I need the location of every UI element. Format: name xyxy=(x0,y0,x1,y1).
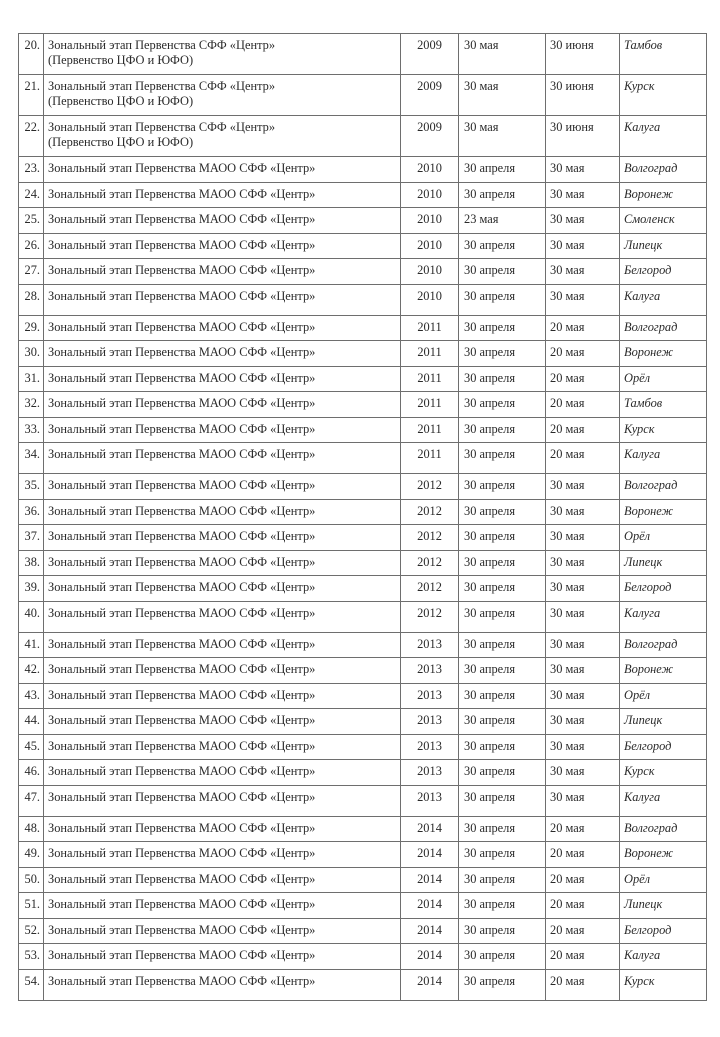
event-name: Зональный этап Первенства СФФ «Центр» xyxy=(48,120,276,134)
event-year: 2011 xyxy=(401,366,459,392)
document-page xyxy=(18,33,706,1001)
table-row xyxy=(19,392,707,418)
event-name: Зональный этап Первенства МАОО СФФ «Центр» xyxy=(44,893,401,919)
event-year: 2009 xyxy=(401,34,459,75)
event-year: 2010 xyxy=(401,233,459,259)
event-name: Зональный этап Первенства МАОО СФФ «Центр» xyxy=(44,366,401,392)
end-date: 30 июня xyxy=(546,34,620,75)
event-year: 2013 xyxy=(401,734,459,760)
event-year: 2009 xyxy=(401,75,459,116)
event-city: Калуга xyxy=(620,785,707,816)
start-date: 30 апреля xyxy=(459,284,546,315)
event-city: Воронеж xyxy=(620,658,707,684)
event-city: Курск xyxy=(620,417,707,443)
event-year: 2011 xyxy=(401,392,459,418)
end-date: 30 июня xyxy=(546,116,620,157)
start-date: 30 апреля xyxy=(459,576,546,602)
table-row xyxy=(19,233,707,259)
table-row xyxy=(19,417,707,443)
end-date: 20 мая xyxy=(546,969,620,1000)
end-date: 30 мая xyxy=(546,182,620,208)
event-city: Липецк xyxy=(620,550,707,576)
table-row xyxy=(19,601,707,632)
start-date: 30 апреля xyxy=(459,233,546,259)
event-city: Калуга xyxy=(620,601,707,632)
event-city: Воронеж xyxy=(620,341,707,367)
start-date: 23 мая xyxy=(459,208,546,234)
row-number: 52. xyxy=(19,918,44,944)
start-date: 30 апреля xyxy=(459,550,546,576)
event-name: Зональный этап Первенства МАОО СФФ «Центр» xyxy=(44,760,401,786)
event-city: Волгоград xyxy=(620,474,707,500)
row-number: 36. xyxy=(19,499,44,525)
event-name: Зональный этап Первенства СФФ «Центр» xyxy=(48,79,276,93)
start-date: 30 апреля xyxy=(459,734,546,760)
event-city: Калуга xyxy=(620,443,707,474)
event-year: 2010 xyxy=(401,182,459,208)
start-date: 30 мая xyxy=(459,116,546,157)
start-date: 30 апреля xyxy=(459,259,546,285)
table-row xyxy=(19,366,707,392)
event-city: Калуга xyxy=(620,944,707,970)
event-name-cell xyxy=(44,75,401,116)
event-city: Курск xyxy=(620,969,707,1000)
end-date: 30 мая xyxy=(546,576,620,602)
table-row xyxy=(19,116,707,157)
end-date: 20 мая xyxy=(546,816,620,842)
event-name: Зональный этап Первенства МАОО СФФ «Центр» xyxy=(44,443,401,474)
table-row xyxy=(19,576,707,602)
event-name: Зональный этап Первенства МАОО СФФ «Центр» xyxy=(44,842,401,868)
table-body xyxy=(19,34,707,1001)
row-number: 38. xyxy=(19,550,44,576)
start-date: 30 апреля xyxy=(459,683,546,709)
event-city: Орёл xyxy=(620,867,707,893)
start-date: 30 апреля xyxy=(459,816,546,842)
event-city: Калуга xyxy=(620,116,707,157)
row-number: 33. xyxy=(19,417,44,443)
row-number: 43. xyxy=(19,683,44,709)
event-city: Воронеж xyxy=(620,499,707,525)
start-date: 30 апреля xyxy=(459,182,546,208)
event-name: Зональный этап Первенства МАОО СФФ «Центр» xyxy=(44,341,401,367)
row-number: 21. xyxy=(19,75,44,116)
event-name: Зональный этап Первенства МАОО СФФ «Центр» xyxy=(44,969,401,1000)
event-name: Зональный этап Первенства МАОО СФФ «Центр» xyxy=(44,182,401,208)
row-number: 37. xyxy=(19,525,44,551)
event-year: 2014 xyxy=(401,918,459,944)
end-date: 30 мая xyxy=(546,474,620,500)
event-name: Зональный этап Первенства МАОО СФФ «Центр» xyxy=(44,157,401,183)
start-date: 30 апреля xyxy=(459,893,546,919)
event-name-cell xyxy=(44,34,401,75)
end-date: 30 мая xyxy=(546,208,620,234)
row-number: 29. xyxy=(19,315,44,341)
start-date: 30 апреля xyxy=(459,760,546,786)
event-city: Волгоград xyxy=(620,632,707,658)
table-row xyxy=(19,658,707,684)
event-name: Зональный этап Первенства МАОО СФФ «Центр» xyxy=(44,474,401,500)
event-year: 2010 xyxy=(401,284,459,315)
event-year: 2012 xyxy=(401,499,459,525)
start-date: 30 апреля xyxy=(459,341,546,367)
table-row xyxy=(19,816,707,842)
row-number: 24. xyxy=(19,182,44,208)
table-row xyxy=(19,944,707,970)
event-name: Зональный этап Первенства МАОО СФФ «Центр» xyxy=(44,315,401,341)
event-city: Орёл xyxy=(620,683,707,709)
event-year: 2010 xyxy=(401,208,459,234)
event-city: Липецк xyxy=(620,893,707,919)
event-year: 2014 xyxy=(401,893,459,919)
row-number: 25. xyxy=(19,208,44,234)
table-row xyxy=(19,499,707,525)
event-year: 2014 xyxy=(401,816,459,842)
table-row xyxy=(19,341,707,367)
event-year: 2011 xyxy=(401,341,459,367)
end-date: 30 мая xyxy=(546,683,620,709)
event-city: Курск xyxy=(620,75,707,116)
event-name-subtitle: (Первенство ЦФО и ЮФО) xyxy=(48,53,194,67)
row-number: 34. xyxy=(19,443,44,474)
event-city: Липецк xyxy=(620,233,707,259)
table-row xyxy=(19,315,707,341)
start-date: 30 апреля xyxy=(459,474,546,500)
start-date: 30 апреля xyxy=(459,918,546,944)
event-name: Зональный этап Первенства МАОО СФФ «Центр» xyxy=(44,525,401,551)
event-year: 2014 xyxy=(401,969,459,1000)
end-date: 30 мая xyxy=(546,658,620,684)
row-number: 22. xyxy=(19,116,44,157)
table-row xyxy=(19,867,707,893)
start-date: 30 мая xyxy=(459,34,546,75)
event-year: 2013 xyxy=(401,785,459,816)
end-date: 30 июня xyxy=(546,75,620,116)
row-number: 32. xyxy=(19,392,44,418)
event-year: 2012 xyxy=(401,474,459,500)
row-number: 50. xyxy=(19,867,44,893)
table-row xyxy=(19,893,707,919)
event-year: 2012 xyxy=(401,576,459,602)
event-city: Курск xyxy=(620,760,707,786)
event-year: 2012 xyxy=(401,525,459,551)
event-city: Воронеж xyxy=(620,842,707,868)
end-date: 30 мая xyxy=(546,233,620,259)
table-row xyxy=(19,969,707,1000)
event-city: Воронеж xyxy=(620,182,707,208)
row-number: 27. xyxy=(19,259,44,285)
row-number: 39. xyxy=(19,576,44,602)
table-row xyxy=(19,157,707,183)
event-city: Белгород xyxy=(620,576,707,602)
end-date: 20 мая xyxy=(546,867,620,893)
event-name: Зональный этап Первенства МАОО СФФ «Центр» xyxy=(44,259,401,285)
table-row xyxy=(19,785,707,816)
end-date: 20 мая xyxy=(546,392,620,418)
table-row xyxy=(19,284,707,315)
end-date: 20 мая xyxy=(546,366,620,392)
start-date: 30 апреля xyxy=(459,392,546,418)
event-city: Белгород xyxy=(620,734,707,760)
event-name: Зональный этап Первенства МАОО СФФ «Центр» xyxy=(44,576,401,602)
event-year: 2013 xyxy=(401,632,459,658)
event-name: Зональный этап Первенства МАОО СФФ «Центр» xyxy=(44,734,401,760)
start-date: 30 апреля xyxy=(459,601,546,632)
end-date: 30 мая xyxy=(546,760,620,786)
event-year: 2013 xyxy=(401,658,459,684)
event-year: 2012 xyxy=(401,601,459,632)
event-year: 2011 xyxy=(401,417,459,443)
event-name: Зональный этап Первенства МАОО СФФ «Центр» xyxy=(44,417,401,443)
end-date: 30 мая xyxy=(546,550,620,576)
end-date: 20 мая xyxy=(546,893,620,919)
start-date: 30 апреля xyxy=(459,867,546,893)
event-year: 2012 xyxy=(401,550,459,576)
row-number: 47. xyxy=(19,785,44,816)
event-year: 2011 xyxy=(401,315,459,341)
start-date: 30 апреля xyxy=(459,417,546,443)
end-date: 30 мая xyxy=(546,259,620,285)
row-number: 49. xyxy=(19,842,44,868)
event-year: 2014 xyxy=(401,867,459,893)
start-date: 30 апреля xyxy=(459,658,546,684)
start-date: 30 апреля xyxy=(459,157,546,183)
event-name: Зональный этап Первенства МАОО СФФ «Центр» xyxy=(44,709,401,735)
row-number: 30. xyxy=(19,341,44,367)
row-number: 46. xyxy=(19,760,44,786)
table-row xyxy=(19,550,707,576)
event-name: Зональный этап Первенства МАОО СФФ «Центр» xyxy=(44,284,401,315)
row-number: 35. xyxy=(19,474,44,500)
table-row xyxy=(19,918,707,944)
start-date: 30 апреля xyxy=(459,785,546,816)
row-number: 28. xyxy=(19,284,44,315)
event-name: Зональный этап Первенства МАОО СФФ «Центр» xyxy=(44,658,401,684)
start-date: 30 апреля xyxy=(459,443,546,474)
event-name: Зональный этап Первенства МАОО СФФ «Центр» xyxy=(44,816,401,842)
event-year: 2013 xyxy=(401,760,459,786)
table-row xyxy=(19,208,707,234)
table-row xyxy=(19,632,707,658)
table-row xyxy=(19,525,707,551)
row-number: 53. xyxy=(19,944,44,970)
row-number: 40. xyxy=(19,601,44,632)
start-date: 30 апреля xyxy=(459,525,546,551)
event-name: Зональный этап Первенства МАОО СФФ «Центр» xyxy=(44,392,401,418)
table-row xyxy=(19,259,707,285)
row-number: 51. xyxy=(19,893,44,919)
table-row xyxy=(19,443,707,474)
table-row xyxy=(19,34,707,75)
end-date: 30 мая xyxy=(546,525,620,551)
event-city: Калуга xyxy=(620,284,707,315)
table-row xyxy=(19,75,707,116)
event-year: 2014 xyxy=(401,842,459,868)
table-row xyxy=(19,760,707,786)
row-number: 31. xyxy=(19,366,44,392)
end-date: 20 мая xyxy=(546,341,620,367)
row-number: 42. xyxy=(19,658,44,684)
event-name: Зональный этап Первенства МАОО СФФ «Центр» xyxy=(44,632,401,658)
row-number: 20. xyxy=(19,34,44,75)
event-name: Зональный этап Первенства МАОО СФФ «Центр» xyxy=(44,918,401,944)
start-date: 30 апреля xyxy=(459,632,546,658)
event-city: Тамбов xyxy=(620,34,707,75)
event-city: Волгоград xyxy=(620,315,707,341)
start-date: 30 апреля xyxy=(459,969,546,1000)
event-city: Смоленск xyxy=(620,208,707,234)
event-name-subtitle: (Первенство ЦФО и ЮФО) xyxy=(48,94,194,108)
end-date: 30 мая xyxy=(546,499,620,525)
start-date: 30 апреля xyxy=(459,499,546,525)
event-city: Волгоград xyxy=(620,157,707,183)
event-year: 2010 xyxy=(401,157,459,183)
event-name: Зональный этап Первенства СФФ «Центр» xyxy=(48,38,276,52)
end-date: 20 мая xyxy=(546,918,620,944)
event-name-subtitle: (Первенство ЦФО и ЮФО) xyxy=(48,135,194,149)
row-number: 41. xyxy=(19,632,44,658)
start-date: 30 мая xyxy=(459,75,546,116)
event-name: Зональный этап Первенства МАОО СФФ «Центр» xyxy=(44,233,401,259)
end-date: 30 мая xyxy=(546,734,620,760)
end-date: 20 мая xyxy=(546,315,620,341)
event-name: Зональный этап Первенства МАОО СФФ «Центр» xyxy=(44,601,401,632)
table-row xyxy=(19,182,707,208)
event-year: 2009 xyxy=(401,116,459,157)
table-row xyxy=(19,709,707,735)
row-number: 45. xyxy=(19,734,44,760)
event-city: Белгород xyxy=(620,259,707,285)
event-name: Зональный этап Первенства МАОО СФФ «Центр» xyxy=(44,208,401,234)
event-city: Белгород xyxy=(620,918,707,944)
event-name: Зональный этап Первенства МАОО СФФ «Центр» xyxy=(44,550,401,576)
end-date: 30 мая xyxy=(546,157,620,183)
start-date: 30 апреля xyxy=(459,944,546,970)
table-row xyxy=(19,683,707,709)
row-number: 44. xyxy=(19,709,44,735)
row-number: 23. xyxy=(19,157,44,183)
table-row xyxy=(19,842,707,868)
event-name: Зональный этап Первенства МАОО СФФ «Центр» xyxy=(44,785,401,816)
start-date: 30 апреля xyxy=(459,842,546,868)
event-name-cell xyxy=(44,116,401,157)
end-date: 20 мая xyxy=(546,417,620,443)
row-number: 54. xyxy=(19,969,44,1000)
event-year: 2013 xyxy=(401,683,459,709)
event-city: Орёл xyxy=(620,525,707,551)
end-date: 30 мая xyxy=(546,284,620,315)
event-name: Зональный этап Первенства МАОО СФФ «Центр» xyxy=(44,499,401,525)
event-city: Тамбов xyxy=(620,392,707,418)
end-date: 20 мая xyxy=(546,842,620,868)
event-city: Липецк xyxy=(620,709,707,735)
row-number: 48. xyxy=(19,816,44,842)
row-number: 26. xyxy=(19,233,44,259)
event-year: 2013 xyxy=(401,709,459,735)
event-name: Зональный этап Первенства МАОО СФФ «Центр» xyxy=(44,867,401,893)
start-date: 30 апреля xyxy=(459,709,546,735)
start-date: 30 апреля xyxy=(459,315,546,341)
event-city: Орёл xyxy=(620,366,707,392)
end-date: 20 мая xyxy=(546,944,620,970)
competitions-table xyxy=(18,33,707,1001)
event-year: 2010 xyxy=(401,259,459,285)
event-name: Зональный этап Первенства МАОО СФФ «Центр» xyxy=(44,683,401,709)
event-year: 2011 xyxy=(401,443,459,474)
event-city: Волгоград xyxy=(620,816,707,842)
end-date: 20 мая xyxy=(546,443,620,474)
end-date: 30 мая xyxy=(546,601,620,632)
end-date: 30 мая xyxy=(546,785,620,816)
table-row xyxy=(19,734,707,760)
table-row xyxy=(19,474,707,500)
start-date: 30 апреля xyxy=(459,366,546,392)
event-name: Зональный этап Первенства МАОО СФФ «Центр» xyxy=(44,944,401,970)
event-year: 2014 xyxy=(401,944,459,970)
end-date: 30 мая xyxy=(546,709,620,735)
end-date: 30 мая xyxy=(546,632,620,658)
